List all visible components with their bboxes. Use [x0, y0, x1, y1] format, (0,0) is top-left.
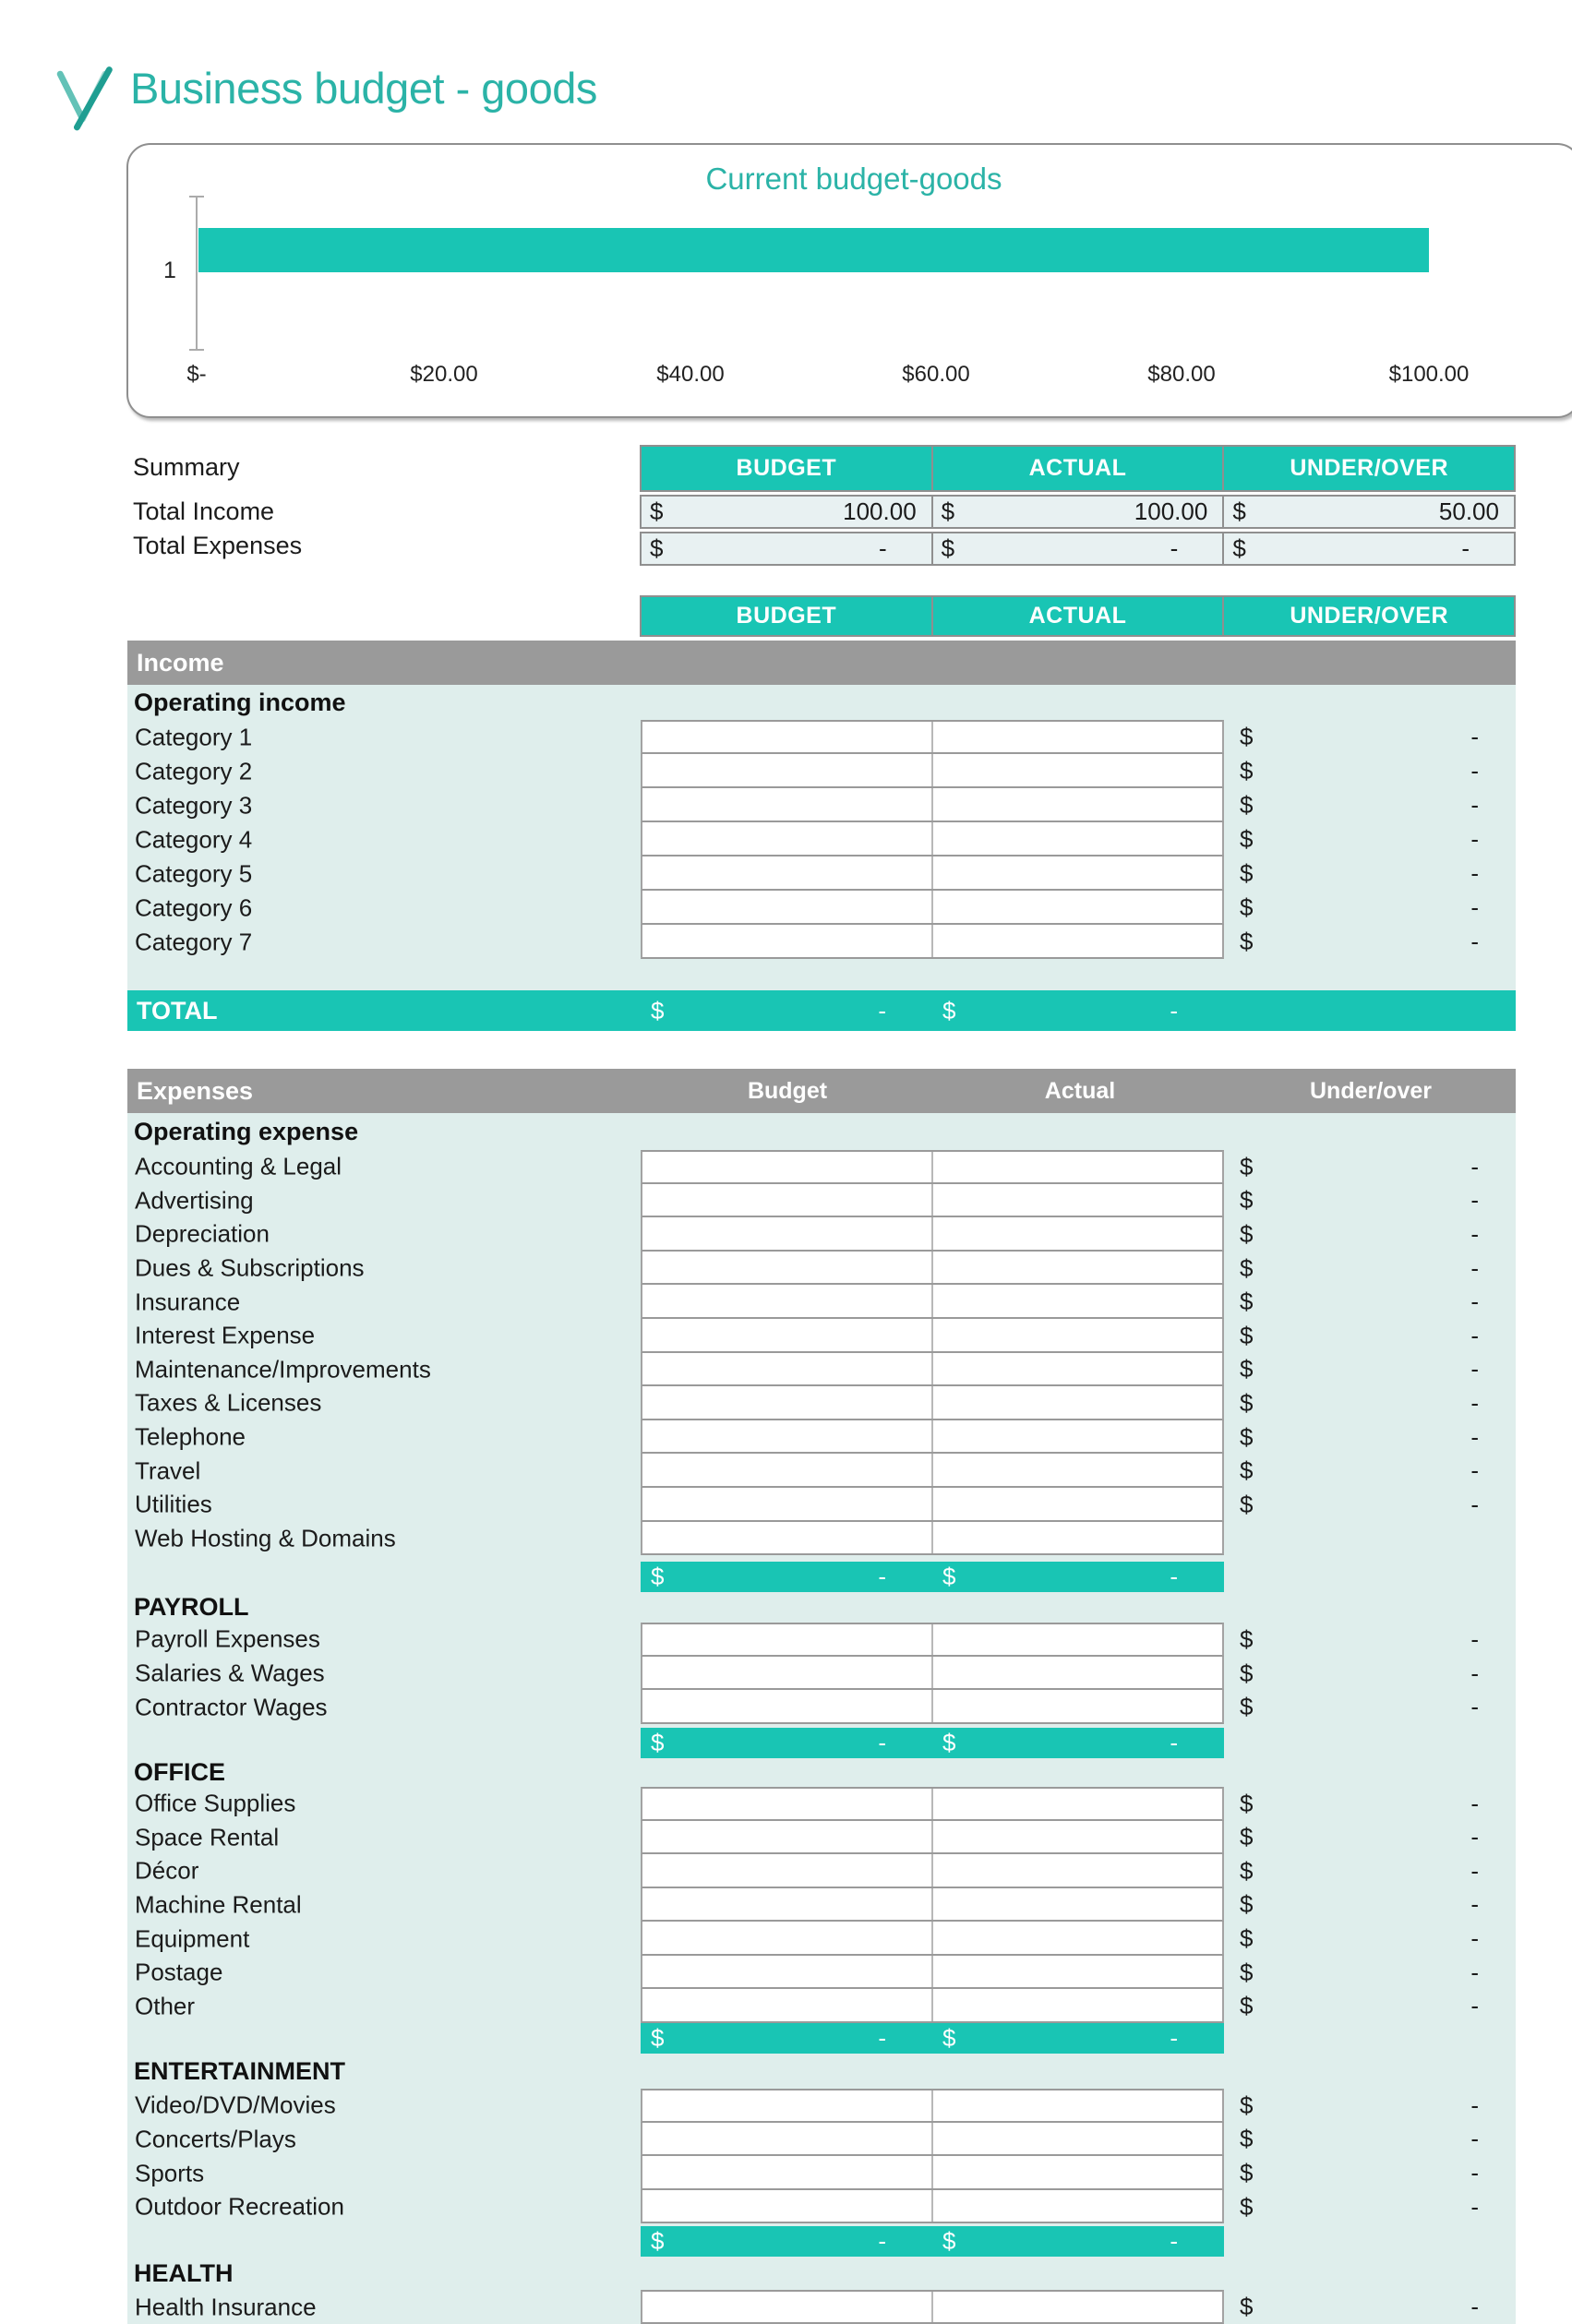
currency-symbol: $: [651, 996, 665, 1024]
budget-input-cell[interactable]: [642, 1217, 933, 1250]
expense-row: [127, 1319, 1516, 1353]
budget-input-cell[interactable]: [642, 1353, 933, 1385]
row-label: Travel: [135, 1456, 201, 1485]
actual-input-cell[interactable]: [933, 2123, 1222, 2155]
x-tick-label: $20.00: [410, 362, 478, 387]
row-label: Décor: [135, 1856, 199, 1885]
row-label: Depreciation: [135, 1219, 270, 1248]
subtotal-budget-value: -: [878, 1563, 886, 1591]
currency-symbol: $: [1240, 1288, 1254, 1316]
currency-symbol: $: [1240, 1856, 1254, 1885]
actual-input-cell[interactable]: [933, 1690, 1222, 1722]
actual-input-cell[interactable]: [933, 722, 1222, 752]
budget-input-cell[interactable]: [642, 722, 933, 752]
actual-input-cell[interactable]: [933, 1488, 1222, 1520]
summary-row-label: Total Income: [133, 497, 275, 525]
actual-input-cell[interactable]: [933, 1657, 1222, 1689]
expenses-section-title: Expenses: [137, 1077, 254, 1105]
underover-value: -: [1470, 1992, 1479, 2020]
expense-row: [127, 1657, 1516, 1691]
currency-symbol: $: [1240, 1789, 1254, 1817]
row-label: Insurance: [135, 1288, 241, 1316]
underover-value: -: [1470, 757, 1479, 785]
income-section-band: [127, 641, 1516, 685]
underover-value: -: [1470, 1823, 1479, 1851]
row-label: Equipment: [135, 1924, 250, 1953]
expense-group-label: PAYROLL: [134, 1593, 249, 1622]
currency-symbol: $: [1240, 893, 1254, 921]
budget-input-cell[interactable]: [642, 2123, 933, 2155]
underover-value: -: [1470, 1693, 1479, 1721]
currency-symbol: $: [1240, 1388, 1254, 1417]
underover-value: -: [1470, 2125, 1479, 2153]
currency-symbol: $: [1240, 1659, 1254, 1687]
budget-input-cell[interactable]: [642, 2090, 933, 2121]
actual-input-cell[interactable]: [933, 1420, 1222, 1453]
currency-symbol: $: [1232, 534, 1246, 562]
underover-value: -: [1470, 791, 1479, 819]
currency-symbol: $: [1240, 2192, 1254, 2221]
expense-row: [127, 1956, 1516, 1990]
currency-symbol: $: [1240, 2159, 1254, 2187]
expense-row: [127, 1989, 1516, 2023]
row-label: Postage: [135, 1958, 223, 1986]
underover-value: -: [1470, 1958, 1479, 1986]
expense-row: [127, 1690, 1516, 1724]
underover-value: -: [1470, 1789, 1479, 1817]
actual-input-cell[interactable]: [933, 1353, 1222, 1385]
actual-input-cell[interactable]: [933, 1252, 1222, 1284]
expense-row: [127, 1522, 1516, 1556]
budget-input-cell[interactable]: [642, 1690, 933, 1722]
expense-group-label: HEALTH: [134, 2258, 234, 2287]
actual-input-cell[interactable]: [933, 1888, 1222, 1921]
underover-value: -: [1470, 2159, 1479, 2187]
actual-input-cell[interactable]: [933, 891, 1222, 923]
row-label: Category 7: [135, 928, 253, 955]
expense-group-label: ENTERTAINMENT: [134, 2056, 345, 2085]
operating-expense-subtotal-row: [127, 1562, 1516, 1592]
budget-input-cell[interactable]: [642, 1789, 933, 1819]
total-income-budget-cell: [642, 497, 931, 527]
subtotal-actual-value: -: [1170, 2024, 1178, 2053]
underover-value: -: [1470, 1186, 1479, 1215]
row-label: Dues & Subscriptions: [135, 1253, 365, 1282]
underover-value: -: [1470, 1456, 1479, 1485]
row-label: Other: [135, 1992, 196, 2020]
underover-value: -: [1470, 1355, 1479, 1384]
summary-col-underover: UNDER/OVER: [1224, 447, 1514, 490]
expense-group-label: OFFICE: [134, 1757, 225, 1786]
budget-input-cell[interactable]: [642, 1922, 933, 1954]
total-income-actual-cell: [933, 497, 1223, 527]
currency-symbol: $: [1240, 1355, 1254, 1384]
budget-input-cell[interactable]: [642, 891, 933, 923]
expense-row: [127, 1386, 1516, 1420]
currency-symbol: $: [942, 996, 956, 1024]
total-income-underover-cell: [1224, 497, 1514, 527]
currency-symbol: $: [1240, 859, 1254, 887]
expense-row: [127, 1787, 1516, 1821]
row-label: Taxes & Licenses: [135, 1388, 322, 1417]
row-label: Machine Rental: [135, 1890, 302, 1919]
budget-input-cell[interactable]: [642, 1624, 933, 1655]
row-label: Category 4: [135, 825, 253, 853]
subtotal-budget-value: -: [878, 2227, 886, 2256]
currency-symbol: $: [1240, 825, 1254, 853]
underover-value: -: [1470, 723, 1479, 750]
budget-input-cell[interactable]: [642, 788, 933, 821]
income-total-row: [127, 990, 1516, 1031]
currency-symbol: $: [1240, 2293, 1254, 2321]
expense-row: [127, 2190, 1516, 2224]
subtotal-actual-value: -: [1170, 1728, 1178, 1756]
currency-symbol: $: [1240, 791, 1254, 819]
office-subtotal-row: [127, 2023, 1516, 2054]
budget-input-cell[interactable]: [642, 1420, 933, 1453]
x-tick-label: $60.00: [902, 362, 970, 387]
underover-value: -: [1470, 1288, 1479, 1316]
row-label: Category 3: [135, 791, 253, 819]
expense-row: [127, 2089, 1516, 2123]
axis-tick: [189, 349, 204, 351]
expense-row: [127, 1922, 1516, 1956]
expense-row: [127, 1353, 1516, 1387]
summary-row-total-expenses: [640, 532, 1516, 566]
underover-value: -: [1470, 1321, 1479, 1349]
currency-symbol: $: [942, 1563, 956, 1591]
actual-input-cell[interactable]: [933, 1386, 1222, 1419]
subtotal-budget-value: -: [878, 1728, 886, 1756]
income-row: [127, 788, 1516, 822]
currency-symbol: $: [941, 534, 955, 562]
total-actual-value: -: [1170, 996, 1178, 1024]
currency-symbol: $: [1240, 2090, 1254, 2119]
actual-input-cell[interactable]: [933, 788, 1222, 821]
expenses-col-budget: Budget: [747, 1078, 828, 1104]
currency-symbol: $: [651, 1563, 665, 1591]
currency-symbol: $: [941, 497, 955, 525]
subtotal-actual-value: -: [1170, 1563, 1178, 1591]
row-label: Maintenance/Improvements: [135, 1355, 431, 1384]
actual-input-cell[interactable]: [933, 1789, 1222, 1819]
actual-input-cell[interactable]: [933, 1319, 1222, 1351]
underover-value: -: [1470, 2293, 1479, 2321]
actual-input-cell[interactable]: [933, 1821, 1222, 1853]
actual-input-cell[interactable]: [933, 2190, 1222, 2222]
currency-symbol: $: [1240, 1456, 1254, 1485]
underover-value: -: [1470, 1890, 1479, 1919]
row-label: Category 1: [135, 723, 253, 750]
summary-table: [640, 445, 1516, 566]
actual-input-cell[interactable]: [933, 925, 1222, 957]
currency-symbol: $: [1240, 1823, 1254, 1851]
actual-input-cell[interactable]: [933, 1522, 1222, 1554]
row-label: Outdoor Recreation: [135, 2192, 344, 2221]
row-label: Telephone: [135, 1422, 246, 1451]
actual-input-cell[interactable]: [933, 1956, 1222, 1988]
actual-input-cell[interactable]: [933, 1454, 1222, 1486]
currency-symbol: $: [1240, 1219, 1254, 1248]
currency-symbol: $: [651, 1728, 665, 1756]
expense-row: [127, 2123, 1516, 2157]
budget-input-cell[interactable]: [642, 1184, 933, 1216]
currency-symbol: $: [1240, 1186, 1254, 1215]
expense-row: [127, 1285, 1516, 1319]
budget-input-cell[interactable]: [642, 1252, 933, 1284]
currency-symbol: $: [1240, 1321, 1254, 1349]
actual-input-cell[interactable]: [933, 1152, 1222, 1182]
underover-value: -: [1470, 1490, 1479, 1518]
chart-category-label: 1: [163, 258, 176, 283]
row-label: Category 5: [135, 859, 253, 887]
income-row: [127, 857, 1516, 891]
income-row: [127, 891, 1516, 925]
expense-row: [127, 1454, 1516, 1488]
income-section-title: Income: [137, 649, 224, 677]
currency-symbol: $: [651, 2024, 665, 2053]
budget-input-cell[interactable]: [642, 1319, 933, 1351]
underover-value: -: [1470, 928, 1479, 955]
income-header-row: [640, 595, 1516, 637]
cell-value: 100.00: [843, 497, 917, 525]
row-label: Health Insurance: [135, 2293, 317, 2321]
page-title: Business budget - goods: [130, 64, 597, 113]
expense-row: [127, 1488, 1516, 1522]
actual-input-cell[interactable]: [933, 1922, 1222, 1954]
actual-input-cell[interactable]: [933, 2156, 1222, 2188]
cell-value: -: [1170, 534, 1179, 562]
summary-header-row: [640, 445, 1516, 492]
total-expenses-underover-cell: [1224, 533, 1514, 564]
row-label: Office Supplies: [135, 1789, 296, 1817]
chart-y-axis: [196, 196, 198, 351]
income-col-actual: ACTUAL: [933, 597, 1223, 635]
income-group-label: Operating income: [134, 688, 346, 716]
summary-col-budget: BUDGET: [642, 447, 931, 490]
currency-symbol: $: [1240, 928, 1254, 955]
actual-input-cell[interactable]: [933, 1217, 1222, 1250]
currency-symbol: $: [1240, 1924, 1254, 1953]
expenses-col-actual: Actual: [1044, 1078, 1116, 1104]
spacer: [127, 959, 1516, 990]
subtotal-budget-value: -: [878, 2024, 886, 2053]
income-row: [127, 754, 1516, 788]
expense-row: [127, 1420, 1516, 1455]
income-row: [127, 925, 1516, 959]
cell-value: -: [1461, 534, 1470, 562]
currency-symbol: $: [942, 1728, 956, 1756]
budget-input-cell[interactable]: [642, 857, 933, 889]
actual-input-cell[interactable]: [933, 1854, 1222, 1887]
row-label: Space Rental: [135, 1823, 280, 1851]
row-label: Sports: [135, 2159, 205, 2187]
budget-input-cell[interactable]: [642, 754, 933, 786]
expense-row: [127, 1888, 1516, 1923]
underover-value: -: [1470, 1624, 1479, 1653]
entertainment-subtotal-row: [127, 2226, 1516, 2257]
summary-col-actual: ACTUAL: [933, 447, 1223, 490]
income-col-underover: UNDER/OVER: [1224, 597, 1514, 635]
budget-input-cell[interactable]: [642, 1989, 933, 2021]
actual-input-cell[interactable]: [933, 754, 1222, 786]
row-label: Category 6: [135, 893, 253, 921]
budget-chart: [126, 143, 1572, 418]
underover-value: -: [1470, 1388, 1479, 1417]
cell-value: -: [878, 534, 887, 562]
underover-value: -: [1470, 1253, 1479, 1282]
budget-input-cell[interactable]: [642, 1454, 933, 1486]
underover-value: -: [1470, 893, 1479, 921]
payroll-subtotal-row: [127, 1728, 1516, 1758]
income-section: [127, 641, 1516, 1031]
underover-value: -: [1470, 1422, 1479, 1451]
chart-bar: [198, 228, 1429, 272]
budget-input-cell[interactable]: [642, 1657, 933, 1689]
row-label: Interest Expense: [135, 1321, 316, 1349]
income-total-label: TOTAL: [137, 997, 218, 1024]
row-label: Video/DVD/Movies: [135, 2090, 336, 2119]
budget-input-cell[interactable]: [642, 1821, 933, 1853]
budget-input-cell[interactable]: [642, 1956, 933, 1988]
cell-value: 100.00: [1134, 497, 1208, 525]
expenses-section: [127, 1069, 1516, 2324]
actual-input-cell[interactable]: [933, 857, 1222, 889]
actual-input-cell[interactable]: [933, 1285, 1222, 1317]
row-label: Payroll Expenses: [135, 1624, 320, 1653]
expense-row: [127, 1821, 1516, 1855]
currency-symbol: $: [1240, 757, 1254, 785]
total-expenses-actual-cell: [933, 533, 1223, 564]
budget-input-cell[interactable]: [642, 1488, 933, 1520]
currency-symbol: $: [650, 497, 664, 525]
actual-input-cell[interactable]: [933, 1624, 1222, 1655]
currency-symbol: $: [942, 2024, 956, 2053]
budget-input-cell[interactable]: [642, 1888, 933, 1921]
currency-symbol: $: [1240, 723, 1254, 750]
expense-row: [127, 1217, 1516, 1252]
x-tick-label: $80.00: [1147, 362, 1216, 387]
currency-symbol: $: [1232, 497, 1246, 525]
double-v-slash-logo-icon: [49, 63, 119, 133]
underover-value: -: [1470, 1924, 1479, 1953]
income-row: [127, 822, 1516, 857]
currency-symbol: $: [1240, 1992, 1254, 2020]
currency-symbol: $: [1240, 1152, 1254, 1180]
expenses-col-underover: Under/over: [1310, 1078, 1432, 1104]
row-label: Web Hosting & Domains: [135, 1524, 396, 1552]
budget-input-cell[interactable]: [642, 1854, 933, 1887]
budget-input-cell[interactable]: [642, 2156, 933, 2188]
currency-symbol: $: [1240, 1422, 1254, 1451]
row-label: Category 2: [135, 757, 253, 785]
row-label: Concerts/Plays: [135, 2125, 296, 2153]
row-label: Advertising: [135, 1186, 254, 1215]
x-tick-label: $-: [186, 362, 207, 387]
summary-row-total-income: [640, 495, 1516, 529]
budget-input-cell[interactable]: [642, 822, 933, 855]
actual-input-cell[interactable]: [933, 822, 1222, 855]
axis-tick: [189, 196, 204, 198]
total-expenses-budget-cell: [642, 533, 931, 564]
expense-group-label: Operating expense: [134, 1117, 359, 1145]
subtotal-actual-value: -: [1170, 2227, 1178, 2256]
expenses-section-band: [127, 1069, 1516, 1113]
expense-row: [127, 1150, 1516, 1184]
underover-value: -: [1470, 1659, 1479, 1687]
currency-symbol: $: [942, 2227, 956, 2256]
total-budget-value: -: [878, 996, 886, 1024]
underover-value: -: [1470, 1856, 1479, 1885]
underover-value: -: [1470, 2090, 1479, 2119]
income-col-budget: BUDGET: [642, 597, 931, 635]
x-tick-label: $100.00: [1388, 362, 1470, 387]
actual-input-cell[interactable]: [933, 1184, 1222, 1216]
currency-symbol: $: [1240, 1890, 1254, 1919]
currency-symbol: $: [1240, 1958, 1254, 1986]
summary-row-label: Total Expenses: [133, 532, 303, 559]
expense-row: [127, 1184, 1516, 1218]
actual-input-cell[interactable]: [933, 1989, 1222, 2021]
currency-symbol: $: [1240, 1693, 1254, 1721]
actual-input-cell[interactable]: [933, 2090, 1222, 2121]
currency-symbol: $: [1240, 1490, 1254, 1518]
underover-value: -: [1470, 2192, 1479, 2221]
budget-input-cell[interactable]: [642, 2190, 933, 2222]
expense-row: [127, 1623, 1516, 1657]
underover-value: -: [1470, 859, 1479, 887]
row-label: Accounting & Legal: [135, 1152, 342, 1180]
currency-symbol: $: [651, 2227, 665, 2256]
budget-input-cell[interactable]: [642, 1386, 933, 1419]
currency-symbol: $: [1240, 2125, 1254, 2153]
budget-input-cell[interactable]: [642, 925, 933, 957]
budget-input-cell[interactable]: [642, 1152, 933, 1182]
budget-input-cell[interactable]: [642, 1522, 933, 1554]
currency-symbol: $: [1240, 1624, 1254, 1653]
budget-input-cell[interactable]: [642, 1285, 933, 1317]
expense-row: [127, 2156, 1516, 2190]
income-row: [127, 720, 1516, 754]
currency-symbol: $: [1240, 1253, 1254, 1282]
underover-value: -: [1470, 1152, 1479, 1180]
chart-title: Current budget-goods: [705, 162, 1002, 196]
expense-row: [127, 1252, 1516, 1286]
cell-value: 50.00: [1438, 497, 1499, 525]
underover-value: -: [1470, 1219, 1479, 1248]
expense-row: [127, 1854, 1516, 1888]
summary-label: Summary: [133, 453, 240, 481]
row-label: Salaries & Wages: [135, 1659, 325, 1687]
currency-symbol: $: [650, 534, 664, 562]
underover-value: -: [1470, 825, 1479, 853]
row-label: Contractor Wages: [135, 1693, 328, 1721]
row-label: Utilities: [135, 1490, 212, 1518]
x-tick-label: $40.00: [656, 362, 725, 387]
